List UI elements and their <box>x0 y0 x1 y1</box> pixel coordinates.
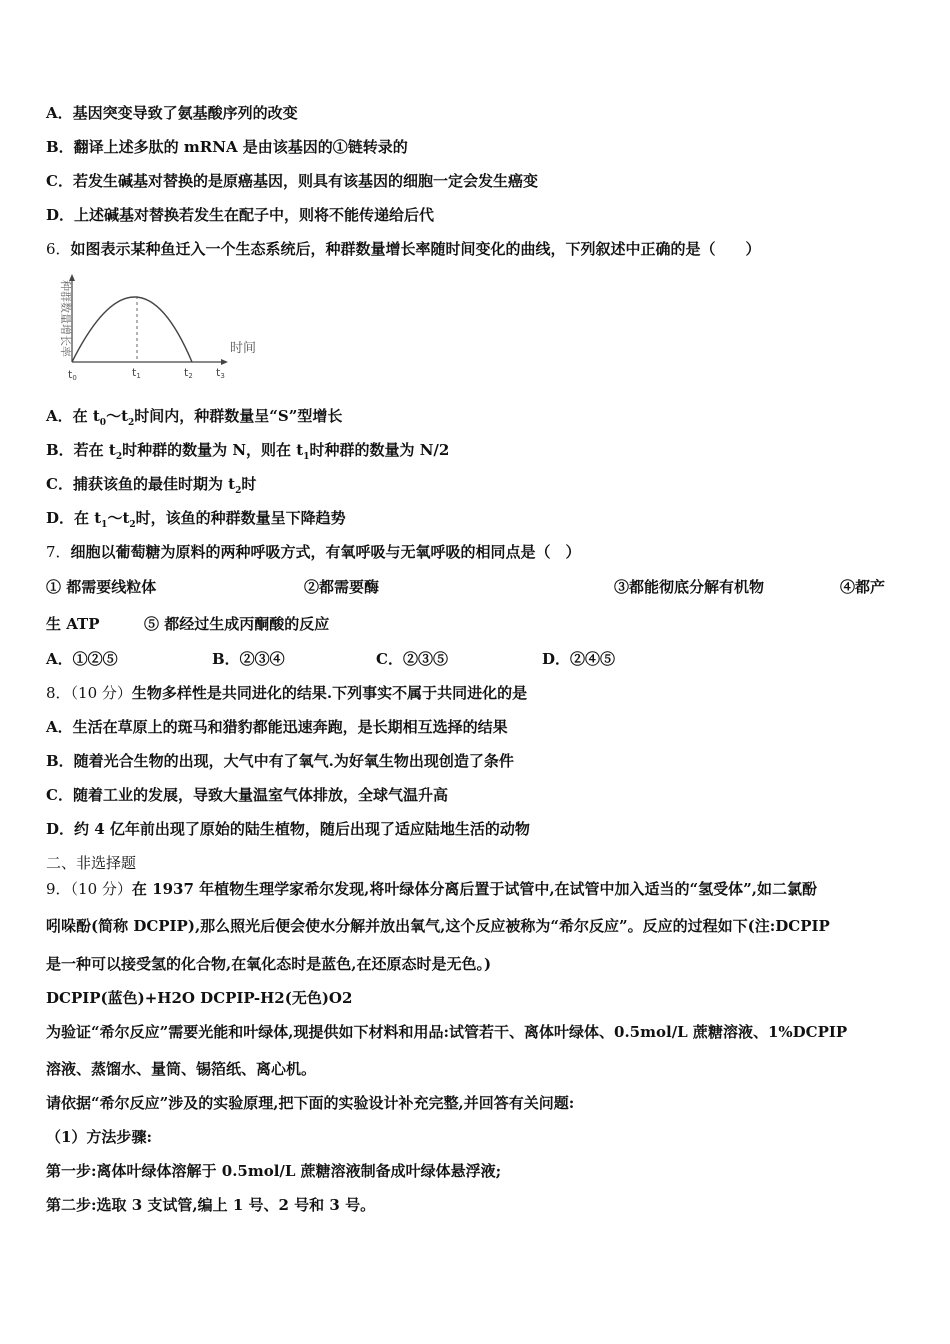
q9-line-3: 是一种可以接受氢的化合物,在氧化态时是蓝色,在还原态时是无色。) <box>46 955 492 973</box>
q6-option-c: C．捕获该鱼的最佳时期为 $t_2$时 <box>46 475 257 496</box>
q8-option-b: B．随着光合生物的出现，大气中有了氧气.为好氧生物出现创造了条件 <box>46 752 514 770</box>
q6-stem <box>46 238 761 259</box>
q6-number: 6． <box>46 240 71 258</box>
q9-line-5: 为验证“希尔反应”需要光能和叶绿体,现提供如下材料和用品:试管若干、离体叶绿体、0.5mol/L 蔗糖溶液、1%DCPIP <box>46 1023 848 1041</box>
q8-option-c: C．随着工业的发展，导致大量温室气体排放，全球气温升高 <box>46 786 448 804</box>
q6-option-a: A．在 $t_0\sim t_2$时间内，种群数量呈“S”型增长 <box>46 407 343 428</box>
q9-step-2: 第二步:选取 3 支试管,编上 1 号、2 号和 3 号。 <box>46 1196 376 1214</box>
q7-item-3: ③都能彻底分解有机物 <box>614 578 765 596</box>
q6-option-b: B．若在 $t_2$时种群的数量为 N，则在 $t_1$时种群的数量为 N/2 <box>46 441 450 462</box>
tick-t1: t1 <box>132 366 141 380</box>
tick-t3: t3 <box>216 366 225 380</box>
q9-line-7: 请依据“希尔反应”涉及的实验原理,把下面的实验设计补充完整,并回答有关问题: <box>46 1094 575 1112</box>
q7-item-4-cont: 生 ATP <box>46 615 100 633</box>
q9-step-1: 第一步:离体叶绿体溶解于 0.5mol/L 蔗糖溶液制备成叶绿体悬浮液; <box>46 1162 502 1180</box>
q7-items-row2 <box>46 613 546 635</box>
q9-line-2: 吲哚酚(简称 DCPIP),那么照光后便会使水分解并放出氧气,这个反应被称为“希尔反应”。反应的过程如下(注:DCPIP <box>46 917 830 935</box>
x-axis-arrow <box>221 359 228 365</box>
q7-choice-b: B．②③④ <box>212 650 285 668</box>
q8-stem: 8．（10 分）生物多样性是共同进化的结果.下列事实不属于共同进化的是 <box>46 684 528 702</box>
q7-item-4: ④都产 <box>840 578 886 596</box>
tick-t0: t0 <box>68 368 77 382</box>
q9-reaction: DCPIP(蓝色)+H2O DCPIP-H2(无色)O2 <box>46 989 353 1007</box>
population-growth-rate-graph <box>44 272 284 387</box>
q6-option-d: D．在 $t_1\sim t_2$时，该鱼的种群数量呈下降趋势 <box>46 509 346 530</box>
q7-item-5: ⑤ 都经过生成丙酮酸的反应 <box>144 615 330 633</box>
q7-choices <box>46 648 746 670</box>
q9-line-1: 9．（10 分）在 1937 年植物生理学家希尔发现,将叶绿体分离后置于试管中,在试管中加入适当的“氢受体”,如二氯酚 <box>46 880 818 898</box>
q7-item-2: ②都需要酶 <box>304 578 380 596</box>
q6-stem-text: 如图表示某种鱼迁入一个生态系统后，种群数量增长率随时间变化的曲线，下列叙述中正确的是（ ） <box>70 240 761 258</box>
q5-option-c: C．若发生碱基对替换的是原癌基因，则具有该基因的细胞一定会发生癌变 <box>46 172 538 190</box>
q9-method-heading: （1）方法步骤: <box>46 1128 152 1146</box>
q7-choice-d: D．②④⑤ <box>542 650 616 668</box>
tick-t2: t2 <box>184 366 193 380</box>
q7-choice-c: C．②③⑤ <box>376 650 448 668</box>
q8-option-a: A．生活在草原上的斑马和猎豹都能迅速奔跑，是长期相互选择的结果 <box>46 718 508 736</box>
q7-items-row <box>46 576 906 598</box>
q8-option-d: D．约 4 亿年前出现了原始的陆生植物，随后出现了适应陆地生活的动物 <box>46 820 530 838</box>
q7-stem: 7．细胞以葡萄糖为原料的两种呼吸方式，有氧呼吸与无氧呼吸的相同点是（ ） <box>46 543 581 561</box>
q7-choice-a: A．①②⑤ <box>46 650 118 668</box>
q5-option-a: A．基因突变导致了氨基酸序列的改变 <box>46 104 298 122</box>
q7-item-1: ① 都需要线粒体 <box>46 578 157 596</box>
q5-option-d: D．上述碱基对替换若发生在配子中，则将不能传递给后代 <box>46 206 435 224</box>
y-axis-label: 种群数量增长率 <box>59 280 72 357</box>
q5-option-b: B．翻译上述多肽的 mRNA 是由该基因的①链转录的 <box>46 138 408 156</box>
section-heading: 二、非选择题 <box>46 854 137 872</box>
x-axis-label: 时间 <box>230 341 257 356</box>
growth-rate-curve <box>72 297 192 362</box>
q9-line-6: 溶液、蒸馏水、量筒、锡箔纸、离心机。 <box>46 1060 317 1078</box>
